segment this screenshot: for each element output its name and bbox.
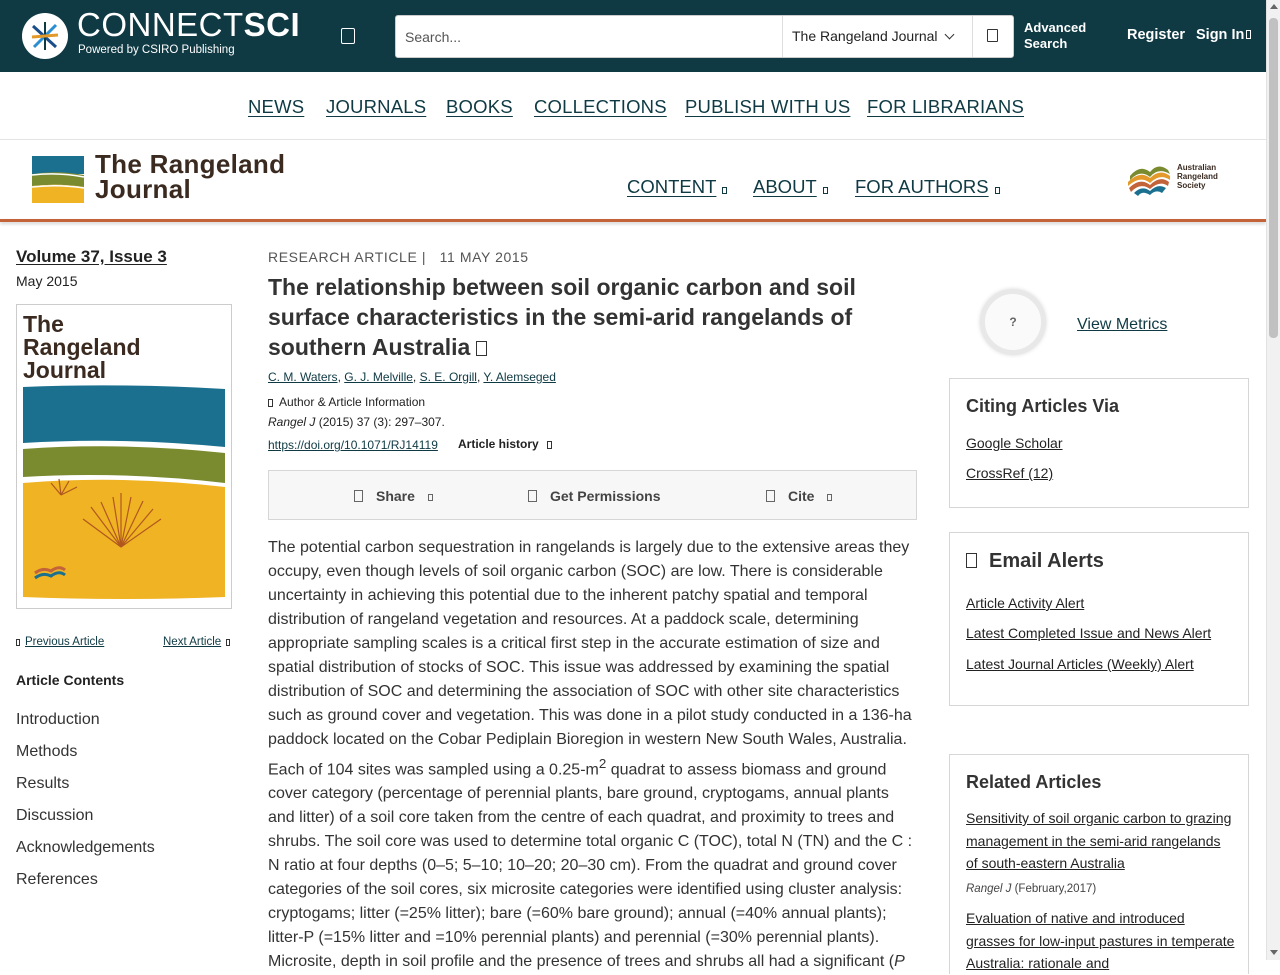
cover-landscape-illustration bbox=[21, 387, 227, 603]
register-link[interactable]: Register bbox=[1127, 27, 1186, 43]
contents-item-introduction[interactable]: Introduction bbox=[16, 711, 100, 728]
related-article-journal: Rangel J bbox=[966, 883, 1012, 895]
society-name-line1: Australian bbox=[1177, 163, 1217, 172]
journal-wordmark-line1: The Rangeland bbox=[95, 149, 286, 179]
article-history-label: Article history bbox=[458, 437, 539, 451]
wordmark-thin: CONNECT bbox=[77, 6, 244, 43]
related-articles-panel bbox=[949, 754, 1249, 974]
email-alerts-title bbox=[966, 550, 1104, 573]
sign-in-link[interactable] bbox=[1196, 27, 1251, 43]
previous-article-link[interactable] bbox=[16, 636, 104, 648]
previous-article-label: Previous Article bbox=[25, 636, 105, 648]
type-separator: | bbox=[417, 249, 440, 265]
sign-in-chevron-icon bbox=[1246, 30, 1251, 39]
article-abstract bbox=[268, 536, 918, 974]
author-info-label: Author & Article Information bbox=[279, 395, 426, 409]
citing-articles-panel bbox=[949, 378, 1249, 508]
page-scrollbar[interactable] bbox=[1266, 0, 1280, 960]
society-name-line3: Society bbox=[1177, 181, 1206, 190]
article-type-line bbox=[268, 249, 529, 265]
latest-issue-alert-link[interactable]: Latest Completed Issue and News Alert bbox=[966, 625, 1212, 641]
altmetric-badge[interactable] bbox=[980, 289, 1046, 355]
nav-news[interactable]: NEWS bbox=[248, 96, 305, 117]
nav-collections[interactable]: COLLECTIONS bbox=[534, 96, 667, 117]
journal-nav-about[interactable] bbox=[753, 176, 828, 198]
search-input[interactable] bbox=[396, 16, 782, 57]
journal-wordmark-line2: Journal bbox=[95, 174, 192, 204]
search-bar bbox=[395, 15, 1014, 58]
related-article-link[interactable]: Evaluation of native and introduced grasses for low-input pastures in temperate Australia: rationale and bbox=[966, 910, 1235, 971]
doi-link[interactable]: https://doi.org/10.1071/RJ14119 bbox=[268, 438, 438, 452]
scrollbar-thumb[interactable] bbox=[1269, 18, 1278, 338]
society-logo-icon bbox=[1126, 158, 1172, 200]
issue-cover-image[interactable] bbox=[16, 304, 232, 609]
chevron-down-icon bbox=[827, 494, 832, 501]
email-alerts-label: Email Alerts bbox=[989, 550, 1104, 572]
view-metrics-link[interactable]: View Metrics bbox=[1077, 316, 1168, 333]
related-articles-title: Related Articles bbox=[966, 772, 1102, 792]
journal-header bbox=[0, 140, 1266, 222]
society-name bbox=[1177, 163, 1218, 190]
sign-in-label: Sign In bbox=[1196, 27, 1245, 43]
contents-item-methods[interactable]: Methods bbox=[16, 743, 78, 760]
journal-wordmark[interactable] bbox=[95, 149, 286, 204]
connectsci-wordmark[interactable] bbox=[77, 8, 300, 42]
author-separator: , bbox=[476, 370, 484, 384]
share-label: Share bbox=[376, 488, 415, 504]
author-link[interactable]: G. J. Melville bbox=[344, 370, 413, 384]
menu-icon[interactable] bbox=[341, 28, 355, 44]
next-article-link[interactable] bbox=[163, 636, 235, 648]
society-name-line2: Rangeland bbox=[1177, 172, 1218, 181]
society-logo[interactable] bbox=[1126, 158, 1236, 200]
nav-journals[interactable]: JOURNALS bbox=[326, 96, 427, 117]
chevron-down-icon bbox=[722, 187, 727, 194]
chevron-down-icon bbox=[944, 30, 954, 40]
chevron-left-icon bbox=[16, 639, 20, 646]
get-permissions-button[interactable] bbox=[528, 488, 661, 504]
search-scope-select[interactable] bbox=[782, 16, 972, 57]
abstract-superscript: 2 bbox=[598, 756, 607, 771]
nav-for-librarians[interactable]: FOR LIBRARIANS bbox=[867, 96, 1024, 117]
abstract-text-2: quadrat to assess biomass and ground cover category (percentage of perennial plants, bare ground, cryptogams, annual plants and litter) of a soil core taken from the centre of each quadrat, and proximity to trees and shrubs. The soil core was used to determine total organic C (TOC), total N (TN) and the C : N ratio at four depths (0–5; 5–10; 10–20; 20–30 cm). From the quadrat and ground cover categories of the soil cores, six microsite categories were identified using cluster analysis: cryptogams; litter (=25% litter); bare (=60% bare ground); annual (=40% annual plants); litter-P (=15% litter and =10% perennial plants) and perennial (=30% perennial plants). Microsite, depth in soil profile and the presence of trees and shrubs all had a significant ( bbox=[268, 761, 913, 971]
article-toolbar bbox=[268, 470, 917, 520]
contents-item-acknowledgements[interactable]: Acknowledgements bbox=[16, 839, 155, 856]
advanced-search-link[interactable]: Advanced Search bbox=[1024, 20, 1087, 51]
cover-title-line3: Journal bbox=[23, 357, 107, 383]
citing-articles-title: Citing Articles Via bbox=[966, 396, 1120, 416]
search-icon bbox=[987, 29, 998, 42]
article-type: RESEARCH ARTICLE bbox=[268, 249, 418, 265]
article-activity-alert-link[interactable]: Article Activity Alert bbox=[966, 595, 1085, 611]
email-alerts-panel bbox=[949, 532, 1249, 706]
journal-nav-content[interactable] bbox=[627, 176, 727, 198]
next-article-label: Next Article bbox=[163, 636, 222, 648]
author-link[interactable]: S. E. Orgill bbox=[419, 370, 477, 384]
journal-logo-icon[interactable] bbox=[32, 156, 84, 203]
issue-date: May 2015 bbox=[16, 273, 78, 289]
altmetric-score: ? bbox=[1009, 315, 1017, 329]
chevron-down-icon bbox=[823, 187, 828, 194]
connectsci-logo-icon[interactable] bbox=[22, 13, 68, 59]
weekly-articles-alert-link[interactable]: Latest Journal Articles (Weekly) Alert bbox=[966, 656, 1194, 672]
article-title-text: The relationship between soil organic carbon and soil surface characteristics in the semi-arid rangelands of southern Australia bbox=[268, 274, 856, 360]
scroll-up-arrow-icon[interactable] bbox=[1270, 4, 1278, 9]
contents-item-references[interactable]: References bbox=[16, 871, 98, 888]
scroll-down-arrow-icon[interactable] bbox=[1270, 950, 1278, 955]
journal-nav-content-label: CONTENT bbox=[627, 176, 717, 197]
nav-books[interactable]: BOOKS bbox=[446, 96, 513, 117]
cover-title-line2: Rangeland bbox=[23, 334, 141, 360]
journal-nav-about-label: ABOUT bbox=[753, 176, 817, 197]
header-divider bbox=[0, 219, 1266, 222]
contents-item-discussion[interactable]: Discussion bbox=[16, 807, 94, 824]
bell-icon bbox=[966, 553, 977, 568]
journal-nav-for-authors-label: FOR AUTHORS bbox=[855, 176, 989, 197]
search-button[interactable] bbox=[972, 16, 1014, 57]
chevron-down-icon bbox=[547, 441, 552, 449]
main-navigation bbox=[0, 72, 1266, 140]
cover-title-line1: The bbox=[23, 311, 64, 337]
related-article-link[interactable]: Sensitivity of soil organic carbon to grazing management in the semi-arid rangelands of south-eastern Australia bbox=[966, 810, 1232, 871]
cite-label: Cite bbox=[788, 488, 815, 504]
related-article-date: (February,2017) bbox=[1011, 883, 1097, 895]
author-list bbox=[268, 370, 556, 384]
abstract-text-1: The potential carbon sequestration in rangelands is largely due to the extensive areas they occupy, even though levels of soil organic carbon (SOC) are low. There is considerable uncertainty in achieving this potential due to the inherent patchy spatial and temporal distribution of rangeland vegetation and resources. At a paddock scale, determining appropriate sampling scales is a critical first step in the accurate estimation of size and spatial distribution of stocks of SOC. This issue was addressed by examining the spatial distribution of SOC and determining the association of SOC with other site characteristics such as ground cover and vegetation. This was done in a pilot study conducted in a 136-ha paddock located on the Cobar Pediplain Bioregion in western New South Wales, Australia. Each of 104 sites was sampled using a 0.25-m bbox=[268, 539, 912, 779]
chevron-down-icon bbox=[995, 187, 1000, 194]
article-title bbox=[268, 272, 908, 362]
article-contents-heading: Article Contents bbox=[16, 672, 125, 688]
author-separator: , bbox=[337, 370, 345, 384]
wordmark-bold: SCI bbox=[243, 6, 301, 43]
logo-tagline: Powered by CSIRO Publishing bbox=[78, 44, 235, 56]
search-scope-label: The Rangeland Journal bbox=[792, 28, 938, 44]
share-icon bbox=[354, 490, 363, 502]
top-header-bar bbox=[0, 0, 1266, 72]
journal-nav-for-authors[interactable] bbox=[855, 176, 1000, 198]
article-citation bbox=[268, 415, 445, 429]
related-article-meta bbox=[966, 883, 1096, 895]
citation-journal: Rangel J bbox=[268, 415, 316, 429]
author-link[interactable]: Y. Alemseged bbox=[483, 370, 556, 384]
chevron-right-icon bbox=[226, 639, 230, 646]
cite-button[interactable] bbox=[766, 488, 832, 504]
article-contents-list bbox=[16, 711, 155, 903]
quote-icon bbox=[766, 490, 775, 502]
get-permissions-label: Get Permissions bbox=[550, 488, 661, 504]
crossref-link[interactable]: CrossRef (12) bbox=[966, 465, 1054, 481]
nav-publish-with-us[interactable]: PUBLISH WITH US bbox=[685, 96, 851, 117]
article-history-toggle[interactable] bbox=[458, 437, 552, 451]
share-button[interactable] bbox=[354, 488, 433, 504]
article-date: 11 MAY 2015 bbox=[439, 249, 529, 265]
author-link[interactable]: C. M. Waters bbox=[268, 370, 338, 384]
permissions-icon bbox=[528, 490, 537, 502]
abstract-italic: P bbox=[894, 953, 905, 971]
author-info-toggle[interactable] bbox=[268, 395, 425, 409]
citation-details: (2015) 37 (3): 297–307. bbox=[315, 415, 445, 429]
cover-title bbox=[23, 313, 141, 382]
chevron-right-icon bbox=[268, 399, 273, 407]
author-separator: , bbox=[412, 370, 420, 384]
chevron-down-icon bbox=[428, 494, 433, 501]
contents-item-results[interactable]: Results bbox=[16, 775, 70, 792]
open-access-icon bbox=[476, 341, 487, 356]
issue-volume-link[interactable]: Volume 37, Issue 3 bbox=[16, 247, 167, 266]
google-scholar-link[interactable]: Google Scholar bbox=[966, 435, 1063, 451]
